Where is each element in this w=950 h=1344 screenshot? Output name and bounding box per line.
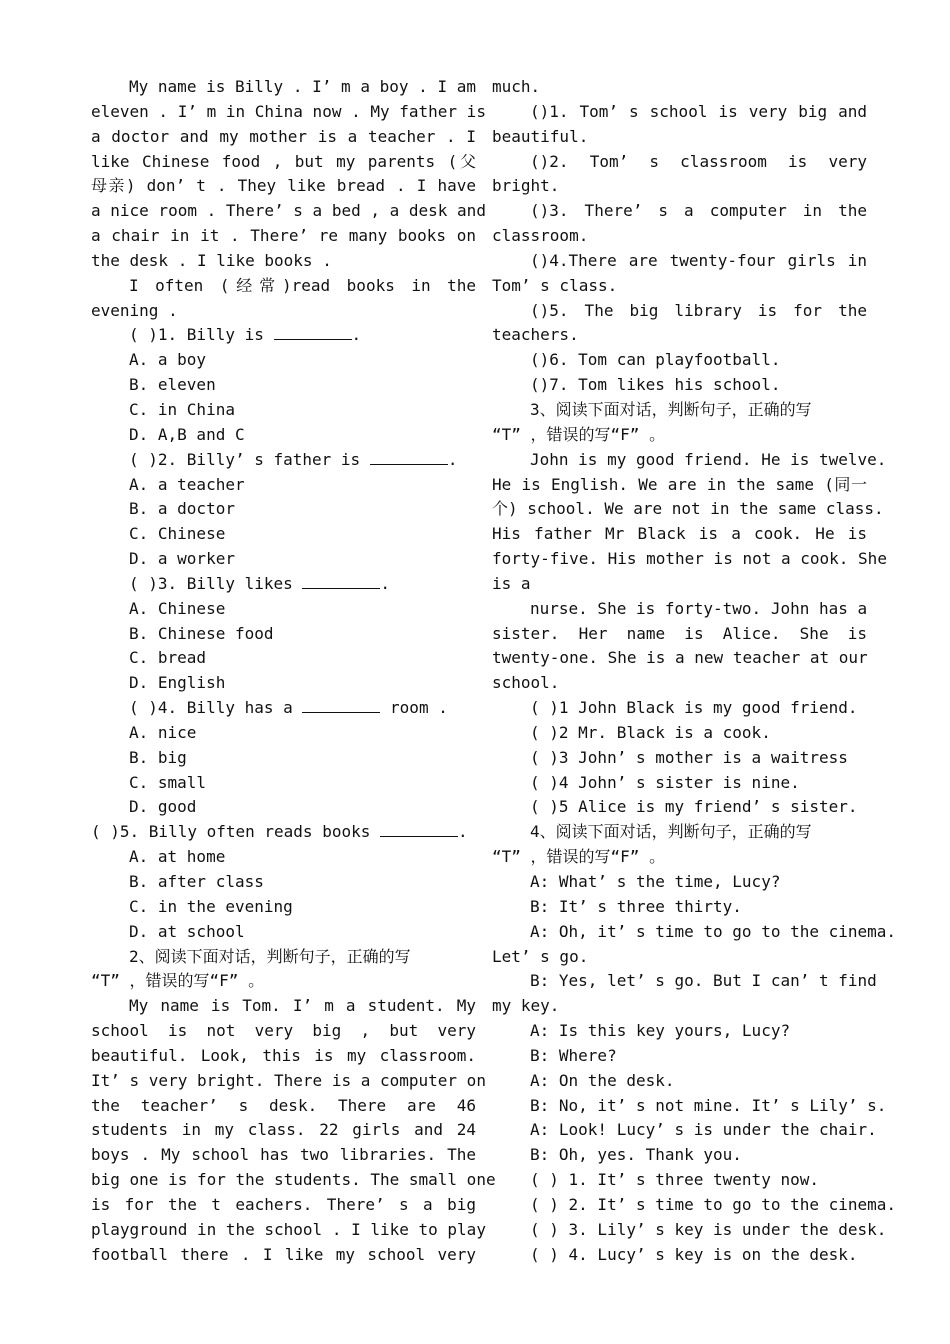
text-line-content: My name is Tom. I’ m a student. My xyxy=(129,996,476,1016)
text-line xyxy=(91,820,476,845)
text-line-content: D. a worker xyxy=(129,549,235,569)
text-line xyxy=(91,671,476,696)
text-line xyxy=(492,299,867,324)
text-line xyxy=(492,1218,887,1243)
answer-blank[interactable] xyxy=(380,822,458,837)
text-line-content: C. small xyxy=(129,772,207,792)
text-line xyxy=(492,100,867,125)
text-line-suffix: room . xyxy=(380,698,448,718)
text-line xyxy=(91,696,476,721)
text-line xyxy=(91,497,476,522)
text-line xyxy=(492,125,867,150)
text-line xyxy=(91,945,476,970)
text-line-content: the desk . I like books . xyxy=(91,250,332,270)
text-line xyxy=(91,174,476,199)
text-line-content: the teacher’ s desk. There are 46 xyxy=(91,1095,476,1115)
text-line-content: my key. xyxy=(492,996,560,1016)
text-line-content: 4、阅读下面对话，判断句子，正确的写 xyxy=(530,822,812,842)
text-line-content: A. at home xyxy=(129,847,226,867)
text-line-content: A: On the desk. xyxy=(530,1070,675,1090)
text-line xyxy=(91,994,476,1019)
text-line xyxy=(492,845,867,870)
text-line xyxy=(492,895,867,920)
text-line-content: ( ) 4. Lucy’ s key is on the desk. xyxy=(530,1244,858,1264)
text-line-content: students in my class. 22 girls and 24 xyxy=(91,1120,476,1140)
text-line xyxy=(91,150,476,175)
text-line-content: Tom’ s class. xyxy=(492,275,618,295)
text-line xyxy=(91,1069,486,1094)
text-line xyxy=(91,323,476,348)
text-line xyxy=(91,646,476,671)
text-line-content: C. Chinese xyxy=(129,524,226,544)
text-line-content: ( )1. Billy is xyxy=(129,325,264,345)
text-line xyxy=(91,448,476,473)
text-line-content: football there . I like my school very xyxy=(91,1244,476,1264)
text-line-content: beautiful. xyxy=(492,126,589,146)
text-line-content: a chair in it . There’ re many books on xyxy=(91,226,476,246)
text-line-content: B. after class xyxy=(129,872,264,891)
text-line xyxy=(91,1218,486,1243)
text-line-content: B. Chinese food xyxy=(129,623,274,643)
text-line-content: Let’ s go. xyxy=(492,946,589,966)
text-line-content: B: Where? xyxy=(530,1045,617,1065)
text-line-content: school is not very big , but very xyxy=(91,1021,476,1041)
text-line-content: forty-five. His mother is not a cook. She xyxy=(492,549,887,569)
text-line-content: My name is Billy . I’ m a boy . I am xyxy=(129,77,476,96)
text-line-content: A: Is this key yours, Lucy? xyxy=(530,1021,791,1041)
text-line xyxy=(492,1118,877,1143)
text-line xyxy=(91,547,476,572)
text-line-content: sister. Her name is Alice. She is xyxy=(492,623,867,643)
text-line-content: B: Yes, let’ s go. But I can’ t find xyxy=(530,971,877,991)
text-line xyxy=(492,522,867,547)
text-line xyxy=(492,274,867,299)
text-line-content: school. xyxy=(492,673,560,693)
text-line-content: ( ) 1. It’ s three twenty now. xyxy=(530,1170,819,1190)
text-line-content: ()6. Tom can playfootball. xyxy=(530,350,781,370)
text-line xyxy=(91,1143,476,1168)
text-line xyxy=(91,299,476,324)
text-line-content: B: Oh, yes. Thank you. xyxy=(530,1145,742,1165)
text-line xyxy=(91,572,476,597)
text-line xyxy=(91,199,486,224)
text-line xyxy=(91,622,476,647)
text-line-content: John is my good friend. He is twelve. xyxy=(530,449,887,469)
text-line xyxy=(91,348,476,373)
text-line xyxy=(492,497,884,522)
text-line-content: 个) school. We are not in the same class. xyxy=(492,499,884,519)
text-line-content: I often (经常)read books in the xyxy=(129,275,476,295)
text-line xyxy=(492,597,867,622)
text-line xyxy=(91,125,476,150)
text-line xyxy=(91,721,476,746)
text-line xyxy=(492,75,867,100)
text-line xyxy=(91,373,476,398)
text-line xyxy=(91,870,476,895)
text-line-content: ( )5 Alice is my friend’ s sister. xyxy=(530,797,858,817)
text-line xyxy=(492,473,867,498)
left-column xyxy=(91,75,496,1268)
text-line xyxy=(492,1019,867,1044)
text-line xyxy=(492,1168,867,1193)
answer-blank[interactable] xyxy=(370,450,448,465)
text-line xyxy=(492,448,887,473)
text-line xyxy=(91,1094,476,1119)
text-line xyxy=(492,696,867,721)
text-line-content: C. in the evening xyxy=(129,896,293,916)
text-line-content: It’ s very bright. There is a computer on xyxy=(91,1070,486,1090)
text-line-content: A. nice xyxy=(129,722,197,742)
text-line-content: ()4.There are twenty-four girls in xyxy=(530,250,867,270)
text-line-suffix: . xyxy=(458,822,468,842)
text-line-suffix: . xyxy=(447,449,458,469)
text-line xyxy=(91,1044,476,1069)
text-line xyxy=(492,646,867,671)
answer-blank[interactable] xyxy=(274,325,352,340)
text-line-content: beautiful. Look, this is my classroom. xyxy=(91,1045,476,1065)
text-line-content: ( )3. Billy likes xyxy=(129,573,293,593)
text-line-content: ( )2 Mr. Black is a cook. xyxy=(530,722,771,742)
text-line-content: bright. xyxy=(492,176,560,196)
text-line xyxy=(492,150,867,175)
text-line xyxy=(492,1044,867,1069)
text-line xyxy=(91,398,476,423)
text-line xyxy=(492,547,887,572)
text-line-content: ( ) 2. It’ s time to go to the cinema. xyxy=(530,1194,897,1214)
text-line-content: A. a teacher xyxy=(129,474,245,494)
text-line xyxy=(492,994,867,1019)
text-line xyxy=(492,920,897,945)
text-line-content: ( )4. Billy has a xyxy=(129,698,293,718)
text-line xyxy=(91,274,476,299)
text-line-content: eleven . I’ m in China now . My father is xyxy=(91,101,486,121)
text-line xyxy=(492,423,867,448)
text-line xyxy=(91,100,486,125)
text-line xyxy=(91,895,476,920)
text-line xyxy=(91,423,476,448)
text-line xyxy=(492,249,867,274)
text-line-content: evening . xyxy=(91,300,178,320)
text-line-content: ( )3 John’ s mother is a waitress xyxy=(530,747,848,767)
text-line-content: teachers. xyxy=(492,325,579,345)
text-line xyxy=(492,1069,867,1094)
text-line-content: a doctor and my mother is a teacher . I xyxy=(91,126,476,146)
text-line-content: B. a doctor xyxy=(129,499,235,519)
text-line xyxy=(91,1193,476,1218)
text-line-content: is for the t eachers. There’ s a big xyxy=(91,1194,476,1214)
text-line xyxy=(492,373,867,398)
text-line xyxy=(492,348,867,373)
text-line-content: “T” ，错误的写“F” 。 xyxy=(492,424,666,444)
text-line-content: ( )4 John’ s sister is nine. xyxy=(530,772,800,792)
text-line xyxy=(91,1118,476,1143)
text-line xyxy=(91,1243,476,1268)
right-column xyxy=(492,75,897,1268)
text-line xyxy=(91,920,476,945)
text-line-content: A. Chinese xyxy=(129,598,226,618)
text-line-content: boys . My school has two libraries. The xyxy=(91,1145,476,1165)
text-line xyxy=(492,1143,867,1168)
text-line-content: C. bread xyxy=(129,648,207,668)
text-line xyxy=(91,597,476,622)
text-line-content: D. good xyxy=(129,797,197,817)
text-line xyxy=(492,671,867,696)
text-line xyxy=(91,969,476,994)
answer-blank[interactable] xyxy=(302,698,380,713)
text-line-content: ()1. Tom’ s school is very big and xyxy=(530,101,867,121)
text-line-content: 2、阅读下面对话，判断句子，正确的写 xyxy=(129,946,411,966)
text-line-content: ()5. The big library is for the xyxy=(530,300,867,320)
text-line xyxy=(91,1019,476,1044)
text-line-content: twenty-one. She is a new teacher at our xyxy=(492,648,868,668)
text-line xyxy=(91,1168,496,1193)
text-line-content: is a xyxy=(492,573,531,593)
text-line-content: A. a boy xyxy=(129,350,207,370)
text-line-content: D. A,B and C xyxy=(129,424,245,444)
text-line-content: ()7. Tom likes his school. xyxy=(530,375,781,395)
text-line-content: A: Look! Lucy’ s is under the chair. xyxy=(530,1120,877,1140)
text-line-suffix: . xyxy=(351,325,362,345)
text-line-content: like Chinese food , but my parents (父 xyxy=(91,151,476,171)
text-line xyxy=(492,820,867,845)
answer-blank[interactable] xyxy=(302,574,380,589)
text-line xyxy=(91,224,476,249)
text-line xyxy=(91,795,476,820)
text-line xyxy=(492,945,867,970)
text-line-content: playground in the school . I like to play xyxy=(91,1219,486,1239)
text-line-content: D. English xyxy=(129,673,226,693)
text-line-content: His father Mr Black is a cook. He is xyxy=(492,524,867,544)
text-line-content: A: What’ s the time, Lucy? xyxy=(530,872,781,891)
text-line-content: C. in China xyxy=(129,399,235,419)
text-line xyxy=(91,746,476,771)
text-line-content: nurse. She is forty-two. John has a xyxy=(530,598,868,618)
text-line xyxy=(91,522,476,547)
text-line xyxy=(91,473,476,498)
text-line xyxy=(492,721,867,746)
text-line xyxy=(91,845,476,870)
text-line-content: He is English. We are in the same (同一 xyxy=(492,474,867,494)
text-line xyxy=(492,622,867,647)
text-line-content: “T” ，错误的写“F” 。 xyxy=(91,971,265,991)
text-line-content: ( )2. Billy’ s father is xyxy=(129,449,361,469)
text-line xyxy=(492,1243,867,1268)
text-line-content: ()3. There’ s a computer in the xyxy=(530,201,867,221)
text-line xyxy=(492,174,867,199)
text-line-content: D. at school xyxy=(129,921,245,941)
text-line-content: classroom. xyxy=(492,226,589,246)
text-line xyxy=(492,323,867,348)
text-line-content: B. eleven xyxy=(129,375,216,395)
text-line xyxy=(91,771,476,796)
text-line xyxy=(492,870,867,895)
text-line xyxy=(91,249,476,274)
text-line-content: ( )1 John Black is my good friend. xyxy=(530,698,858,718)
text-line xyxy=(492,1094,887,1119)
text-line-content: B: No, it’ s not mine. It’ s Lily’ s. xyxy=(530,1095,887,1115)
text-line xyxy=(492,199,867,224)
text-line xyxy=(492,969,877,994)
text-line-content: a nice room . There’ s a bed , a desk and xyxy=(91,201,486,221)
text-line xyxy=(492,795,867,820)
text-line-content: ()2. Tom’ s classroom is very xyxy=(530,151,867,171)
text-line-content: much. xyxy=(492,77,541,96)
text-line xyxy=(492,572,867,597)
text-line-content: big one is for the students. The small one xyxy=(91,1170,496,1190)
text-line-content: B. big xyxy=(129,747,187,767)
text-line-content: ( ) 3. Lily’ s key is under the desk. xyxy=(530,1219,887,1239)
text-line-suffix: . xyxy=(380,573,391,593)
text-line xyxy=(492,1193,897,1218)
text-line-content: 母亲) don’ t . They like bread . I have xyxy=(91,176,476,196)
text-line xyxy=(492,771,867,796)
text-line xyxy=(492,224,867,249)
text-line xyxy=(91,75,476,100)
text-line xyxy=(492,398,867,423)
text-line-content: A: Oh, it’ s time to go to the cinema. xyxy=(530,921,897,941)
text-line-content: 3、阅读下面对话，判断句子，正确的写 xyxy=(530,399,812,419)
text-line-content: “T” ，错误的写“F” 。 xyxy=(492,847,666,867)
text-line-content: B: It’ s three thirty. xyxy=(530,896,742,916)
text-line-content: ( )5. Billy often reads books xyxy=(91,822,371,842)
text-line xyxy=(492,746,867,771)
